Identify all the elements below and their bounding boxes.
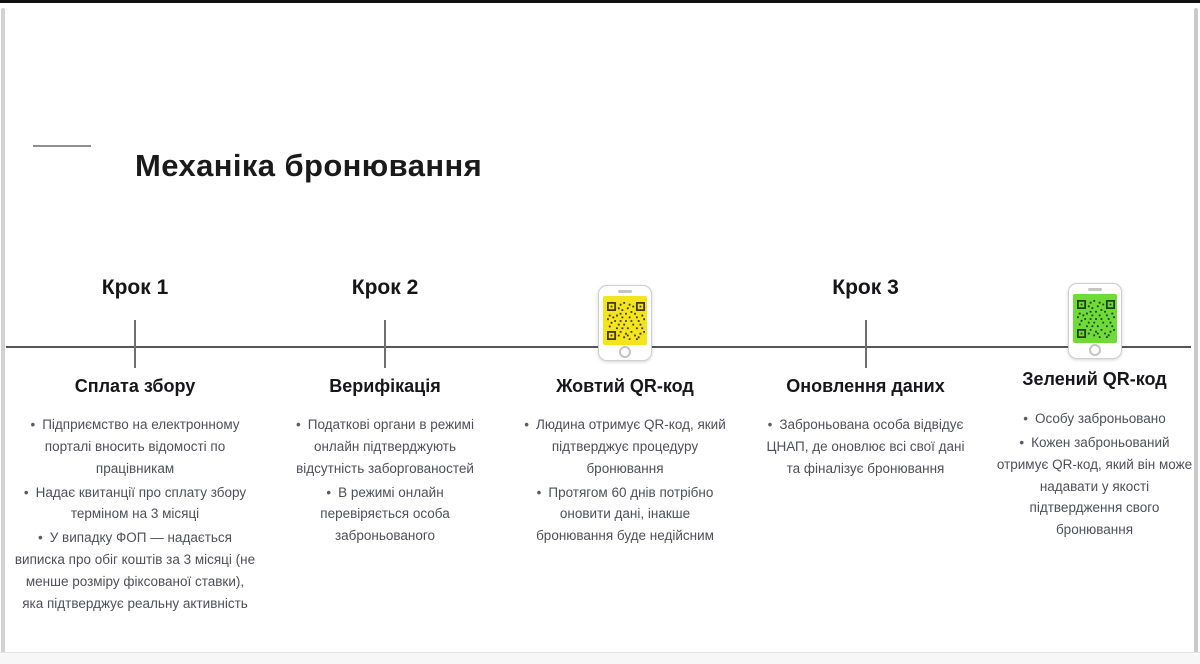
- phone-speaker: [618, 290, 632, 293]
- phone-speaker: [1088, 288, 1102, 291]
- bullet-item: • Заброньована особа відвідує ЦНАП, де оновлює всі свої дані та фіналізує бронювання: [758, 414, 973, 480]
- phone-home-button: [619, 346, 631, 358]
- step-title: Жовтий QR-код: [556, 376, 694, 396]
- timeline-column-step-3: [758, 0, 973, 664]
- timeline-tick: [865, 320, 867, 368]
- qr-code-icon: [607, 302, 645, 340]
- step-title: Верифікація: [329, 376, 441, 396]
- phone-screen: [1073, 294, 1117, 343]
- left-edge-strip: [1, 8, 5, 653]
- timeline-column-green-qr: [992, 0, 1197, 664]
- phone-home-button: [1089, 344, 1101, 356]
- timeline-column-yellow-qr: [517, 0, 733, 664]
- bullet-item: • Податкові органи в режимі онлайн підтверджують відсутність заборгованостей: [285, 414, 485, 480]
- smartphone-yellow-qr-icon: [598, 285, 652, 361]
- bullet-item: • Особу заброньовано: [992, 408, 1197, 430]
- step-kicker: Крок 3: [832, 276, 899, 299]
- timeline-column-step-2: [285, 0, 485, 664]
- step-bullet-list: [758, 412, 973, 482]
- bullet-item: • Людина отримує QR-код, який підтверджує процедуру бронювання: [517, 414, 733, 480]
- bullet-item: • Кожен заброньований отримує QR-код, який він може надавати у якості підтвердження свого бронювання: [992, 432, 1197, 541]
- step-bullet-list: [285, 412, 485, 549]
- step-bullet-list: [10, 412, 260, 617]
- qr-code-icon: [1077, 300, 1115, 338]
- smartphone-green-qr-icon: [1068, 283, 1122, 359]
- phone-screen: [603, 296, 647, 345]
- timeline-tick: [384, 320, 386, 368]
- step-bullet-list: [517, 412, 733, 549]
- page-title: Механіка бронювання: [135, 147, 483, 183]
- bullet-item: • Надає квитанції про сплату збору терміном на 3 місяці: [10, 482, 260, 526]
- step-bullet-list: [992, 406, 1197, 543]
- step-title: Оновлення даних: [786, 376, 945, 396]
- bullet-item: • В режимі онлайн перевіряється особа заброньованого: [285, 482, 485, 548]
- bullet-item: • Підприємство на електронному порталі вносить відомості по працівникам: [10, 414, 260, 480]
- timeline-column-step-1: [10, 0, 260, 664]
- bullet-item: • Протягом 60 днів потрібно оновити дані, інакше бронювання буде недійсним: [517, 482, 733, 548]
- timeline-tick: [134, 320, 136, 368]
- step-title: Сплата збору: [74, 376, 196, 396]
- step-title: Зелений QR-код: [1022, 369, 1167, 389]
- step-kicker: Крок 2: [351, 276, 419, 299]
- bullet-item: • У випадку ФОП — надається виписка про обіг коштів за 3 місяці (не менше розміру фіксованої ставки), яка підтверджує реальну активність: [10, 527, 260, 614]
- step-kicker: Крок 1: [101, 276, 169, 299]
